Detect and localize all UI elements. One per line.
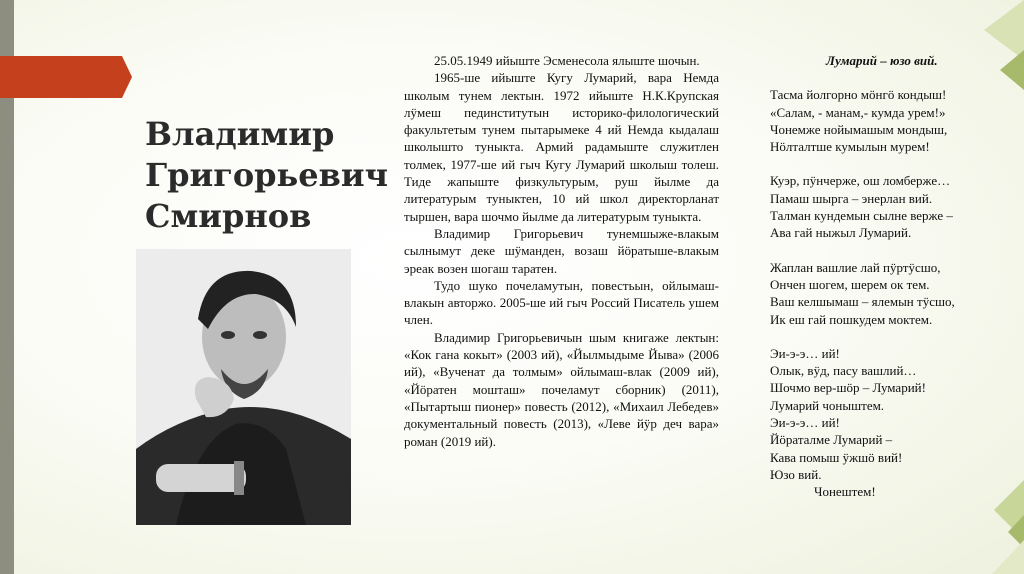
poem-line: Шочмо вер-шӧр – Лумарий! [770, 380, 926, 396]
page-title [145, 114, 388, 237]
poem-line: Лумарий чоныштем. [770, 397, 885, 413]
poem-stanza [770, 86, 1010, 155]
bio-paragraph: Владимир Григорьевич тунемшыже-влакым сылнымут деке шӱманден, возаш йӧратыше-влакым эреак возен шогаш таратен. [404, 225, 719, 276]
accent-ribbon-point [122, 56, 132, 98]
bio-paragraph: Владимир Григорьевичын шым книгаже лектын: «Кок гана кокыт» (2003 ий), «Йылмыдыме Йыва» (2006 ий), «Вученат да толмым» ойлымаш-влак (2009 ий), «Йӧратен мошташ» почеламут сборник) (2011), «Пытартыш пионер» повесть (2012), «Михаил Лебедев» документальный повесть (2013), «Леве йӱр деч вара» роман (2019 ий). [404, 329, 719, 449]
poem [770, 52, 1010, 501]
portrait-illustration [136, 249, 351, 525]
poem-line: Ик еш гай пошкудем моктем. [770, 311, 933, 327]
poem-line: Олык, вӱд, пасу вашлий… [770, 363, 917, 379]
poem-stanza [770, 345, 1010, 483]
poem-line: Тасма йолгорно мӧнгӧ кондыш! [770, 87, 947, 103]
bio-paragraph: 1965-ше ийыште Кугу Лумарий, вара Немда школым тунем лектын. 1972 ийыште Н.К.Крупская лӱмеш пединститутын историко-филологический факультетым тунем пытарымеке 4 ий Немда кыдалаш школышто туныкта. Армий радамыште служитлен толмек, 1977-ше ий гыч Кугу Лумарий школыш толеш. Тиде жапыште физкультурым, руш йылме да литературым туныктен, 10 ий школ директорланат тыршен, вара шочмо йылме да литературым туныкта. [404, 70, 719, 224]
accent-ribbon [0, 56, 122, 98]
poem-stanza [770, 172, 1010, 241]
author-portrait [136, 249, 351, 525]
title-first-name: Владимир [145, 115, 335, 153]
poem-line: Нӧлталтше кумылын мурем! [770, 139, 930, 155]
poem-line: Ваш келшымаш – ялемын тӱсшо, [770, 294, 955, 310]
title-patronymic: Григорьевич [145, 156, 388, 194]
poem-line: Ава гай ныжыл Лумарий. [770, 225, 912, 241]
deco-triangle [984, 0, 1024, 60]
poem-line: Ончен шогем, шерем ок тем. [770, 276, 930, 292]
poem-line: Талман кундемын сылне верже – [770, 208, 953, 224]
poem-line: Жаплан вашлие лай пӱртӱсшо, [770, 259, 941, 275]
deco-triangle [992, 540, 1024, 574]
poem-line: Кава помыш ӱжшӧ вий! [770, 449, 903, 465]
poem-line: Юзо вий. [770, 466, 822, 482]
poem-line: Чонемже нойымашым мондыш, [770, 121, 948, 137]
biography-text [404, 52, 719, 450]
bio-paragraph: Тудо шуко почеламутын, повестьын, ойлымаш-влакын авторжо. 2005-ше ий гыч Россий Писатель ушем член. [404, 277, 719, 328]
poem-line: Эи-э-э… ий! [770, 415, 840, 431]
bio-paragraph: 25.05.1949 ийыште Эсменесола ялыште шочын. [434, 53, 700, 68]
poem-line: «Салам, - манам,- кумда урем!» [770, 104, 946, 120]
poem-line: Эи-э-э… ий! [770, 345, 840, 361]
poem-closing-line: Чонештем! [814, 484, 876, 500]
title-surname: Смирнов [145, 197, 312, 235]
poem-title: Лумарий – юзо вий. [826, 53, 938, 68]
poem-line: Памаш шырга – энерлан вий. [770, 190, 933, 206]
poem-line: Йӧраталме Лумарий – [770, 432, 893, 448]
poem-stanza [770, 259, 1010, 328]
poem-line: Куэр, пӱнчерже, ош ломберже… [770, 173, 951, 189]
